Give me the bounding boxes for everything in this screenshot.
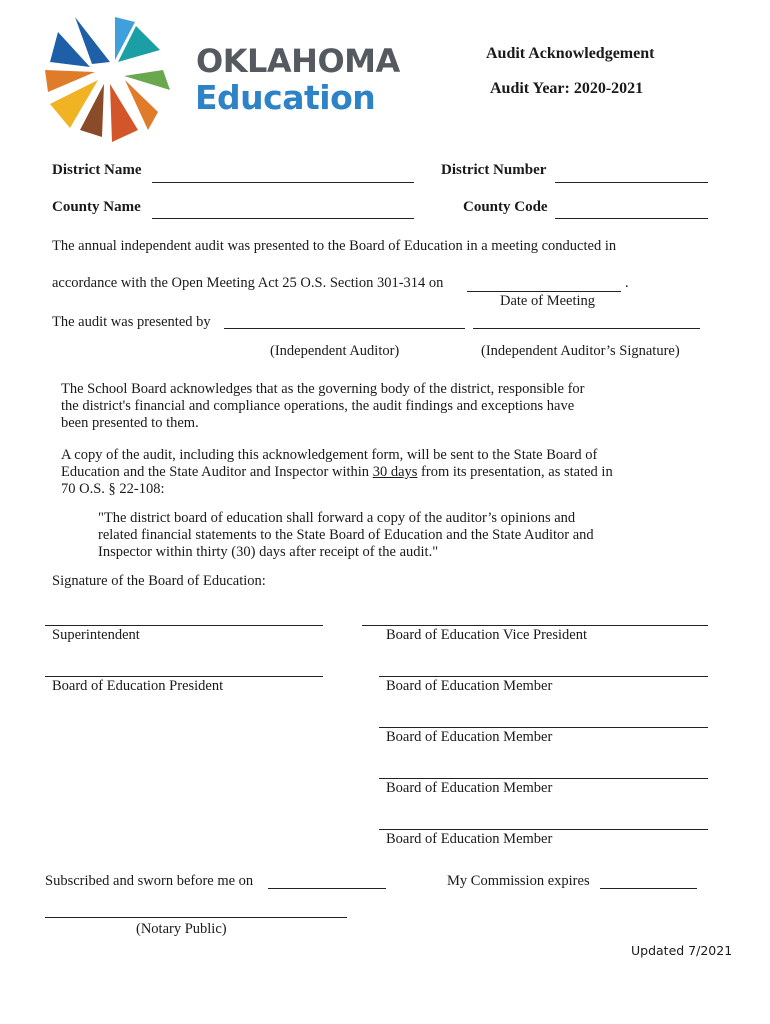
member3-signature-line[interactable] [379, 778, 708, 779]
presented-by-label: The audit was presented by [52, 314, 211, 330]
audit-year: Audit Year: 2020-2021 [490, 80, 644, 97]
independent-auditor-label: (Independent Auditor) [270, 343, 400, 359]
date-of-meeting-label: Date of Meeting [500, 293, 596, 309]
district-number-label: District Number [441, 162, 547, 178]
logo-wordmark-oklahoma: OKLAHOMA [196, 42, 400, 80]
thirty-days-underlined: 30 days [372, 464, 418, 480]
president-label: Board of Education President [52, 678, 224, 694]
notary-signature-line[interactable] [45, 917, 347, 918]
acknowledgement-paragraph [61, 381, 585, 432]
auditor-signature-line[interactable] [473, 328, 700, 329]
district-name-label: District Name [52, 162, 142, 178]
paragraph-line: been presented to them. [61, 415, 199, 431]
paragraph-line: 70 O.S. § 22-108: [61, 481, 165, 497]
sworn-label: Subscribed and sworn before me on [45, 873, 254, 889]
statute-quote [98, 510, 594, 561]
sworn-date-line[interactable] [268, 888, 386, 889]
copy-paragraph [61, 447, 613, 498]
vice-president-label: Board of Education Vice President [386, 627, 588, 643]
star-logo-icon [40, 12, 180, 142]
paragraph-text: from its presentation, as stated in [421, 464, 613, 480]
paragraph-text: Education and the State Auditor and Inspector within [61, 464, 370, 480]
vice-president-signature-line[interactable] [362, 625, 708, 626]
member4-label: Board of Education Member [386, 831, 553, 847]
paragraph-line: A copy of the audit, including this acknowledgement form, will be sent to the State Board of [61, 447, 598, 463]
document-title: Audit Acknowledgement [486, 45, 655, 62]
auditor-signature-label: (Independent Auditor’s Signature) [481, 343, 680, 359]
independent-auditor-line[interactable] [224, 328, 465, 329]
county-code-line[interactable] [555, 218, 708, 219]
member3-label: Board of Education Member [386, 780, 553, 796]
superintendent-label: Superintendent [52, 627, 140, 643]
quote-line: related financial statements to the State Board of Education and the State Auditor and [98, 527, 594, 543]
signature-heading: Signature of the Board of Education: [52, 573, 266, 589]
paragraph-line [61, 464, 613, 481]
member1-label: Board of Education Member [386, 678, 553, 694]
county-name-label: County Name [52, 199, 141, 215]
body-line-2-suffix: . [625, 275, 629, 291]
member1-signature-line[interactable] [379, 676, 708, 677]
notary-public-label: (Notary Public) [136, 921, 227, 937]
logo-wordmark-education: Education [195, 78, 376, 117]
member2-label: Board of Education Member [386, 729, 553, 745]
updated-date: Updated 7/2021 [631, 943, 733, 958]
commission-date-line[interactable] [600, 888, 697, 889]
paragraph-line: The School Board acknowledges that as the governing body of the district, responsible for [61, 381, 585, 397]
paragraph-line: the district's financial and compliance operations, the audit findings and exceptions have [61, 398, 575, 414]
body-line-1: The annual independent audit was presented to the Board of Education in a meeting conducted in [52, 238, 617, 254]
superintendent-signature-line[interactable] [45, 625, 323, 626]
commission-label: My Commission expires [447, 873, 590, 889]
district-name-line[interactable] [152, 182, 414, 183]
county-name-line[interactable] [152, 218, 414, 219]
president-signature-line[interactable] [45, 676, 323, 677]
body-line-2-prefix: accordance with the Open Meeting Act 25 O.S. Section 301-314 on [52, 275, 444, 291]
date-of-meeting-line[interactable] [467, 291, 621, 292]
quote-line: "The district board of education shall forward a copy of the auditor’s opinions and [98, 510, 576, 526]
county-code-label: County Code [463, 199, 548, 215]
member2-signature-line[interactable] [379, 727, 708, 728]
quote-line: Inspector within thirty (30) days after receipt of the audit." [98, 544, 439, 560]
district-number-line[interactable] [555, 182, 708, 183]
member4-signature-line[interactable] [379, 829, 708, 830]
